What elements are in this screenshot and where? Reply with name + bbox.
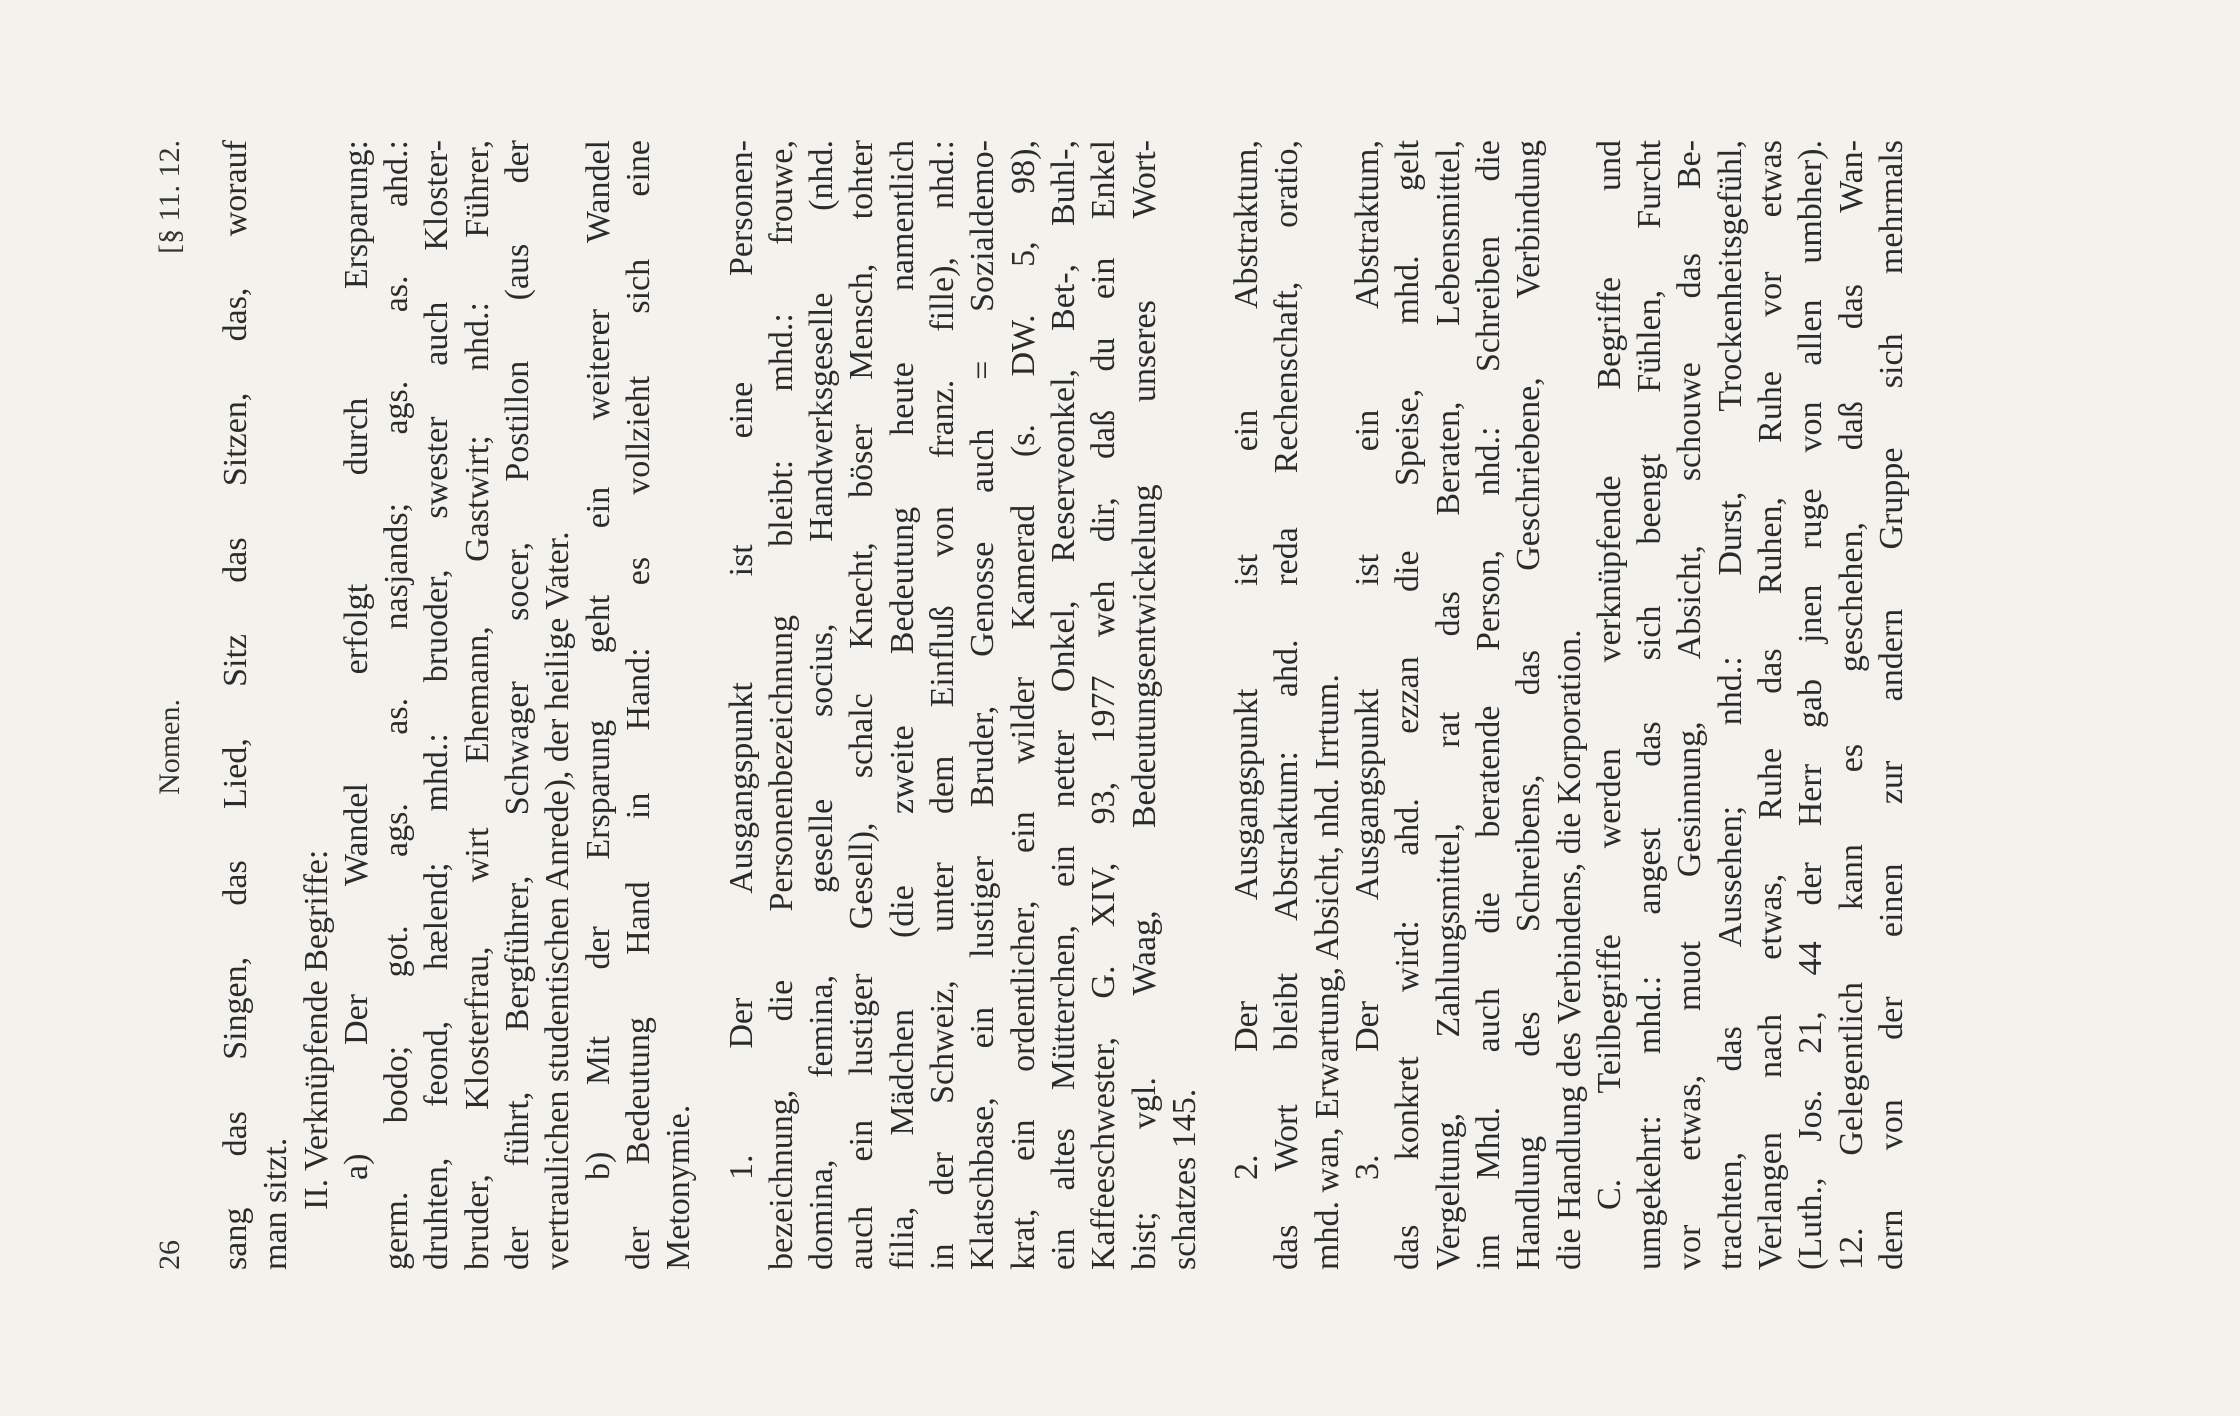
text-line: (Luth., Jos. 21, 44 der Herr gab jnen ruge von allen umbher). [1792,140,1830,1270]
page-number: 26 [153,1240,186,1270]
text-line: Vergeltung, Zahlungsmittel, rat das Beraten, Lebensmittel, [1429,140,1467,1270]
text-line: das Wort bleibt Abstraktum: ahd. reda Rechenschaft, oratio, [1268,140,1306,1270]
text-line: a) Der Wandel erfolgt durch Ersparung: [337,140,375,1180]
text-line: krat, ein ordentlicher, ein wilder Kamerad (s. DW. 5, 98), [1004,140,1042,1270]
text-line: schatzes 145. [1165,1088,1203,1270]
text-line: im Mhd. auch die beratende Person, nhd.: Schreiben die [1469,140,1507,1270]
text-line: 1. Der Ausgangspunkt ist eine Personen- [722,140,760,1180]
text-line: auch ein lustiger Gesell), schalc Knecht, böser Mensch, tohter [843,140,881,1270]
paragraph-gap [1205,140,1227,1270]
text-line: filia, Mädchen (die zweite Bedeutung heute namentlich [883,140,921,1270]
text-line: vertraulichen studentischen Anrede), der heilige Vater. [539,531,577,1270]
text-line: Metonymie. [660,1104,698,1270]
text-line: druhten, feond, hælend; mhd.: bruoder, swester auch Kloster- [418,140,456,1270]
chapter-title: Nomen. [153,699,186,795]
text-line: domina, femina, geselle socius, Handwerksgeselle (nhd. [803,140,841,1270]
body-text [216,140,1912,1270]
text-line: sang das Singen, das Lied, Sitz das Sitzen, das, worauf [217,140,254,1270]
text-line: C. Teilbegriffe werden verknüpfende Begriffe und [1590,140,1628,1210]
text-line: bezeichnung, die Personenbezeichnung bleibt: mhd.: frouwe, [762,140,800,1270]
text-line: 12. Gelegentlich kann es geschehen, daß das Wan- [1832,140,1870,1270]
text-line: 2. Der Ausgangspunkt ist ein Abstraktum, [1228,140,1266,1180]
text-line: vor etwas, muot Gesinnung, Absicht, schouwe das Be- [1671,140,1709,1270]
text-line: trachten, das Aussehen; nhd.: Durst, Trockenheitsgefühl, [1711,140,1749,1270]
text-line: in der Schweiz, unter dem Einfluß von franz. fille), nhd.: [924,140,962,1270]
text-line: bruder, Klosterfrau, wirt Ehemann, Gastwirt; nhd.: Führer, [458,140,496,1270]
text-line: der führt, Bergführer, Schwager socer, Postillon (aus der [499,140,537,1270]
text-line: Klatschbase, ein lustiger Bruder, Genosse auch = Sozialdemo- [964,140,1002,1270]
text-line: 3. Der Ausgangspunkt ist ein Abstraktum, [1349,140,1387,1180]
text-line: der Bedeutung Hand in Hand: es vollzieht sich eine [619,140,657,1270]
running-head [150,140,202,1270]
text-line: umgekehrt: mhd.: angest das sich beengt Fühlen, Furcht [1631,140,1669,1270]
section-reference: [§ 11. 12. [153,140,186,254]
paragraph-gap [700,140,722,1270]
text-line: b) Mit der Ersparung geht ein weiterer Wandel [579,140,617,1180]
text-line: II. Verknüpfende Begriffe: [297,849,335,1210]
text-line: ein altes Mütterchen, ein netter Onkel, Reserveonkel, Bet-, Buhl-, [1044,140,1082,1270]
text-line: die Handlung des Verbindens, die Korporation. [1550,629,1588,1270]
text-line: germ. bodo; got. ags. as. nasjands; ags. as. ahd.: [378,140,416,1270]
text-line: bist; vgl. Waag, Bedeutungsentwickelung unseres Wort- [1125,140,1163,1270]
text-line: man sitzt. [257,1137,295,1270]
text-line: Verlangen nach etwas, Ruhe das Ruhen, Ruhe vor etwas [1751,140,1789,1270]
text-line: Kaffeeschwester, G. XIV, 93, 1977 weh dir, daß du ein Enkel [1085,140,1123,1270]
text-line: das konkret wird: ahd. ezzan die Speise, mhd. gelt [1389,140,1427,1270]
rotated-text-block [150,140,2090,1270]
text-line: dern von der einen zur andern Gruppe sich mehrmals [1872,140,1910,1270]
text-line: Handlung des Schreibens, das Geschriebene, Verbindung [1510,140,1548,1270]
text-line: mhd. wan, Erwartung, Absicht, nhd. Irrtum. [1308,674,1346,1270]
